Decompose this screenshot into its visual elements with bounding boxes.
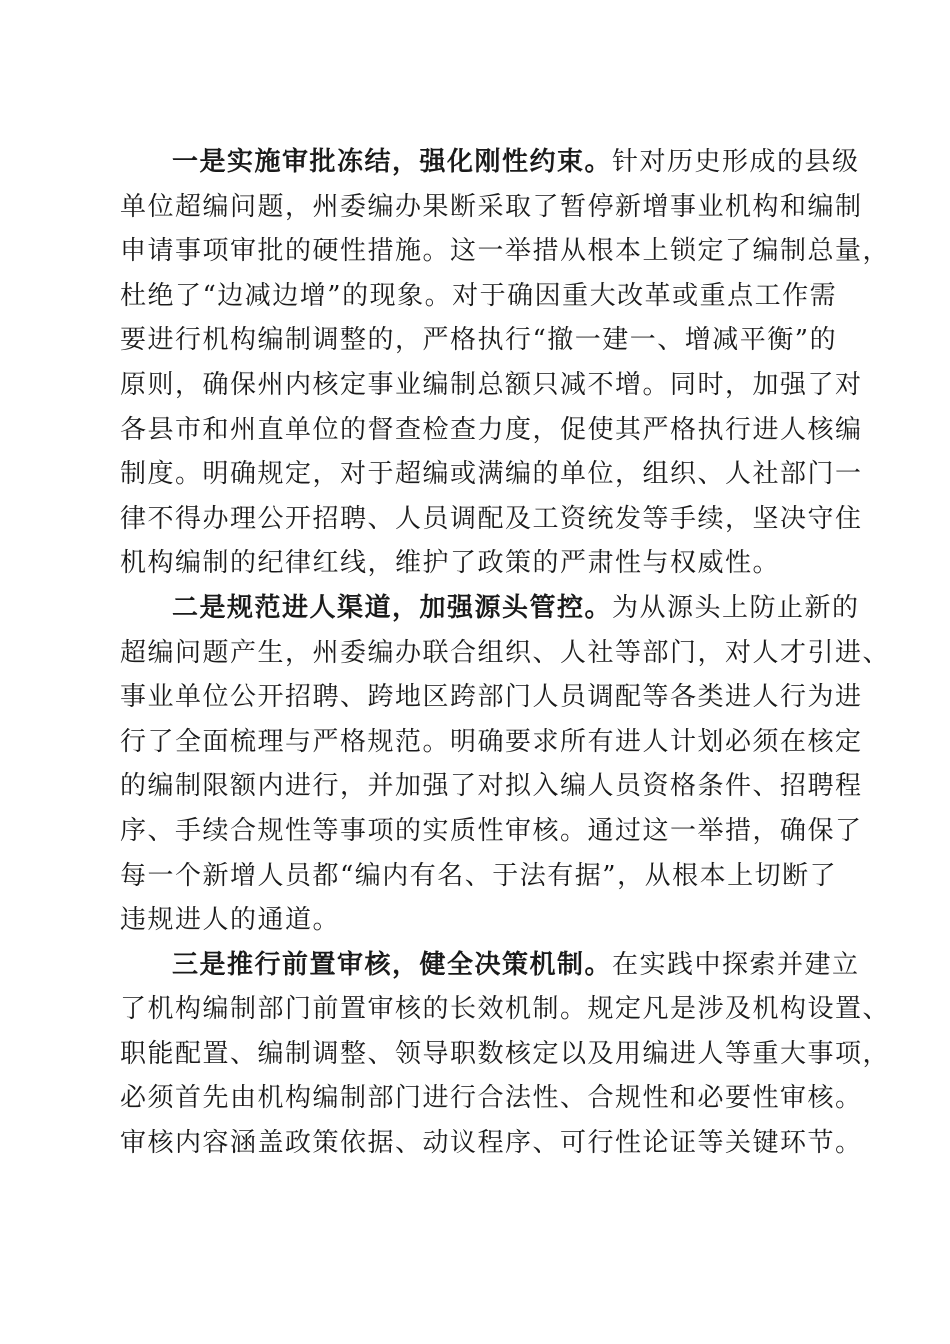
- paragraph-1-line-9: 律不得办理公开招聘、人员调配及工资统发等手续，坚决守住: [120, 503, 863, 534]
- paragraph-2-heading: 二是规范进人渠道，加强源头管控。: [172, 592, 613, 623]
- paragraph-1-line-1: 针对历史形成的县级: [612, 147, 860, 177]
- paragraph-1-line-6: 原则，确保州内核定事业编制总额只减不增。同时，加强了对: [120, 369, 863, 400]
- paragraph-1-line-8: 制度。明确规定，对于超编或满编的单位，组织、人社部门一: [120, 459, 863, 490]
- paragraph-2-line-8: 违规进人的通道。: [120, 905, 341, 936]
- paragraph-1-line-10: 机构编制的纪律红线，维护了政策的严肃性与权威性。: [120, 548, 781, 579]
- paragraph-1-line-3: 申请事项审批的硬性措施。这一举措从根本上锁定了编制总量，: [120, 236, 891, 267]
- document-body: [120, 140, 891, 1166]
- paragraph-1-first-line: [120, 140, 860, 185]
- paragraph-2-line-2: 超编问题产生，州委编办联合组织、人社等部门，对人才引进、: [120, 637, 891, 668]
- paragraph-2-line-6: 序、手续合规性等事项的实质性审核。通过这一举措，确保了: [120, 815, 863, 846]
- paragraph-1-line-5: 要进行机构编制调整的，严格执行“撤一建一、增减平衡”的: [120, 325, 838, 356]
- paragraph-3-line-5: 审核内容涵盖政策依据、动议程序、可行性论证等关键环节。: [120, 1128, 863, 1159]
- paragraph-1-line-4: 杜绝了“边减边增”的现象。对于确因重大改革或重点工作需: [120, 280, 838, 311]
- paragraph-3-first-line: [120, 943, 860, 988]
- paragraph-3-line-1: 在实践中探索并建立: [612, 949, 860, 980]
- paragraph-2-first-line: [120, 586, 860, 631]
- paragraph-3-line-2: 了机构编制部门前置审核的长效机制。规定凡是涉及机构设置、: [120, 994, 891, 1025]
- paragraph-1-line-7: 各县市和州直单位的督查检查力度，促使其严格执行进人核编: [120, 414, 863, 445]
- paragraph-2-line-1: 为从源头上防止新的: [612, 592, 860, 623]
- paragraph-1-heading: 一是实施审批冻结，强化刚性约束。: [172, 147, 613, 177]
- paragraph-2-line-5: 的编制限额内进行，并加强了对拟入编人员资格条件、招聘程: [120, 771, 863, 802]
- paragraph-3-line-4: 必须首先由机构编制部门进行合法性、合规性和必要性审核。: [120, 1083, 863, 1114]
- paragraph-1-line-2: 单位超编问题，州委编办果断采取了暂停新增事业机构和编制: [120, 191, 863, 222]
- paragraph-2-line-7: 每一个新增人员都“编内有名、于法有据”，从根本上切断了: [120, 860, 838, 891]
- paragraph-2-line-3: 事业单位公开招聘、跨地区跨部门人员调配等各类进人行为进: [120, 682, 863, 713]
- paragraph-3-line-3: 职能配置、编制调整、领导职数核定以及用编进人等重大事项，: [120, 1038, 891, 1069]
- paragraph-2-line-4: 行了全面梳理与严格规范。明确要求所有进人计划必须在核定: [120, 726, 863, 757]
- paragraph-3-heading: 三是推行前置审核，健全决策机制。: [172, 949, 613, 980]
